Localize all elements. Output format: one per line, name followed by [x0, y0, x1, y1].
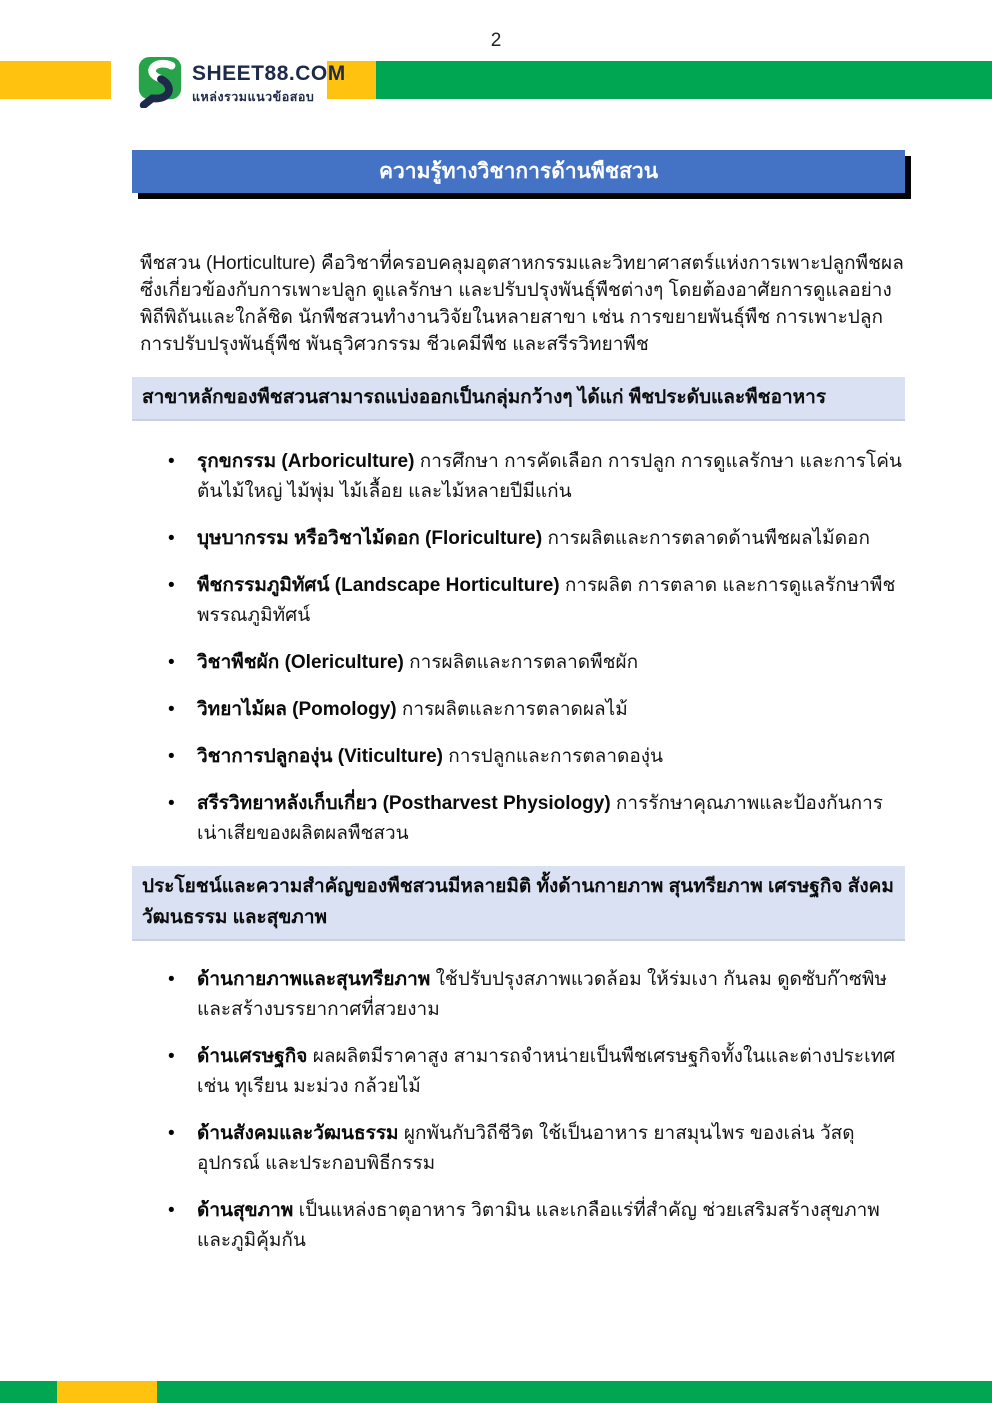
list-item: [168, 1042, 905, 1102]
term-label: วิชาพืชผัก (Olericulture): [197, 652, 404, 673]
term-description: ผลผลิตมีราคาสูง สามารถจำหน่ายเป็นพืชเศรษฐกิจทั้งในและต่างประเทศ เช่น ทุเรียน มะม่วง กล้วยไม้: [197, 1046, 896, 1097]
term-description: การปลูกและการตลาดองุ่น: [448, 746, 664, 767]
page-title: ความรู้ทางวิชาการด้านพืชสวน: [378, 160, 659, 183]
term-description: การผลิตและการตลาดด้านพืชผลไม้ดอก: [547, 528, 870, 549]
term-label: สรีรวิทยาหลังเก็บเกี่ยว (Postharvest Physiology): [197, 793, 611, 814]
list-item: [168, 524, 905, 554]
document-content: [132, 0, 905, 1273]
list-item: [168, 695, 905, 725]
list-item: [168, 789, 905, 849]
term-description: การผลิตและการตลาดพืชผัก: [409, 652, 639, 673]
benefits-list: [132, 965, 905, 1256]
term-description: ใช้ปรับปรุงสภาพแวดล้อม ให้ร่มเงา กันลม ดูดซับก๊าซพิษ และสร้างบรรยากาศที่สวยงาม: [197, 969, 887, 1020]
section-heading-branches: สาขาหลักของพืชสวนสามารถแบ่งออกเป็นกลุ่มกว้างๆ ได้แก่ พืชประดับและพืชอาหาร: [132, 377, 905, 421]
term-description: เป็นแหล่งธาตุอาหาร วิตามิน และเกลือแร่ที่สำคัญ ช่วยเสริมสร้างสุขภาพและภูมิคุ้มกัน: [197, 1200, 880, 1251]
term-description: การรักษาคุณภาพและป้องกันการเน่าเสียของผลิตผลพืชสวน: [197, 793, 883, 844]
footer-yellow-bar: [57, 1381, 157, 1403]
page-number: 2: [490, 30, 502, 51]
list-item: [168, 742, 905, 772]
term-description: การศึกษา การคัดเลือก การปลูก การดูแลรักษา และการโค่นต้นไม้ใหญ่ ไม้พุ่ม ไม้เลื้อย และไม้หลายปีมีแก่น: [197, 451, 902, 502]
brand-name: SHEET88.COM: [192, 62, 346, 85]
term-label: ด้านสังคมและวัฒนธรรม: [197, 1123, 399, 1144]
term-label: ด้านกายภาพและสุนทรียภาพ: [197, 969, 431, 990]
term-label: รุกขกรรม (Arboriculture): [197, 451, 415, 472]
term-label: ด้านสุขภาพ: [197, 1200, 294, 1221]
intro-paragraph: พืชสวน (Horticulture) คือวิชาที่ครอบคลุมอุตสาหกรรมและวิทยาศาสตร์แห่งการเพาะปลูกพืชผล ซึ่งเกี่ยวข้องกับการเพาะปลูก ดูแลรักษา และปรับปรุงพันธุ์พืชต่างๆ โดยต้องอาศัยการดูแลอย่างพิถีพิถันและใกล้ชิด นักพืชสวนทำงานวิจัยในหลายสาขา เช่น การขยายพันธุ์พืช การเพาะปลูก การปรับปรุงพันธุ์พืช พันธุวิศวกรรม ชีวเคมีพืช และสรีรวิทยาพืช: [140, 253, 904, 355]
term-description: การผลิต การตลาด และการดูแลรักษาพืชพรรณภูมิทัศน์: [197, 575, 896, 626]
term-label: พืชกรรมภูมิทัศน์ (Landscape Horticulture): [197, 575, 560, 596]
list-item: [168, 1119, 905, 1179]
term-description: การผลิตและการตลาดผลไม้: [401, 699, 628, 720]
term-description: ผูกพันกับวิถีชีวิต ใช้เป็นอาหาร ยาสมุนไพร ของเล่น วัสดุอุปกรณ์ และประกอบพิธีกรรม: [197, 1123, 855, 1174]
term-label: วิชาการปลูกองุ่น (Viticulture): [197, 746, 443, 767]
title-banner: [132, 150, 905, 193]
term-label: วิทยาไม้ผล (Pomology): [197, 699, 397, 720]
list-item: [168, 1196, 905, 1256]
brand-tagline: แหล่งรวมแนวข้อสอบ: [192, 90, 315, 105]
section-heading-benefits: ประโยชน์และความสำคัญของพืชสวนมีหลายมิติ ทั้งด้านกายภาพ สุนทรียภาพ เศรษฐกิจ สังคม วัฒนธรรม และสุขภาพ: [132, 866, 905, 941]
branches-list: [132, 447, 905, 849]
list-item: [168, 447, 905, 507]
term-label: ด้านเศรษฐกิจ: [197, 1046, 308, 1067]
list-item: [168, 965, 905, 1025]
list-item: [168, 571, 905, 631]
header-yellow-bar-left: [0, 61, 111, 99]
list-item: [168, 648, 905, 678]
term-label: บุษบากรรม หรือวิชาไม้ดอก (Floriculture): [197, 528, 543, 549]
